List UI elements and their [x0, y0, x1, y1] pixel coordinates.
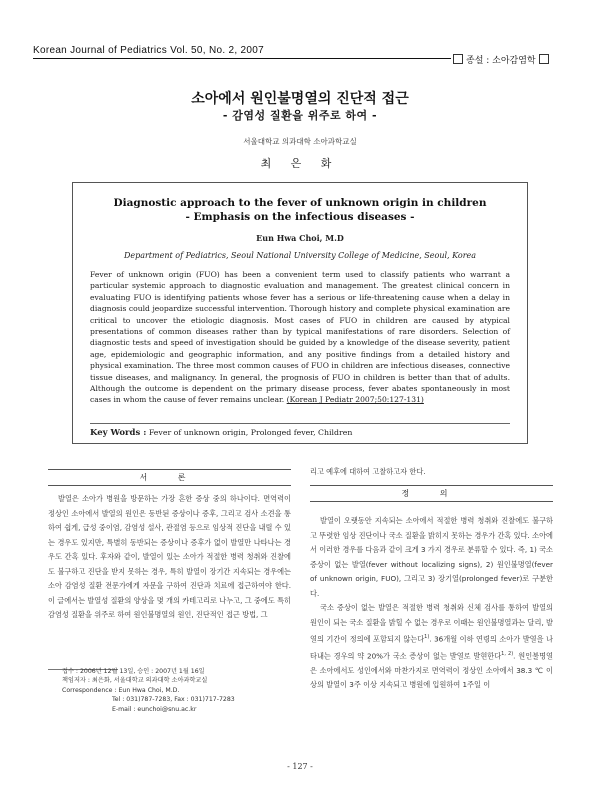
korean-subtitle: - 감염성 질환을 위주로 하여 - — [222, 109, 378, 122]
keywords-rule — [90, 423, 510, 424]
intro-text: 발열은 소아가 병원을 방문하는 가장 흔한 증상 중의 하나이다. 면역력이 정상인 소아에서 발열의 원인은 동반된 증상이나 증후, 그리고 검사 소견을 통하여 쉽게, 급성 중이염, 감염성 설사, 관절염 등으로 임상적 진단을 내릴 수 있는 경우도 있지만, 특별히 동반되는 증상이나 증후가 없이 발열만 나타나는 경우도 간혹 있다. 후자와 같이, 발열이 있는 소아가 적절한 병력 청취와 진찰에도 불구하고 진단을 받지 못하는 경우, 특히 발열이 장기간 지속되는 경우에는 소아 감염성 질환 전문가에게 자문을 구하여 진단과 치료에 접근하여야 한다. 이 글에서는 발열성 질환의 양상을 몇 개의 카테고리로 나누고, 그 중에도 특히 감염성 질환을 위주로 하여 원인불명열의 원인, 진단적인 접근 방법, 그 — [48, 494, 291, 619]
definition-paragraph-2 — [310, 601, 553, 693]
section-label: 종설 : 소아감염학 — [466, 55, 536, 66]
definition-text-3: . 36개월 이하 연령의 소아가 발열을 나타내는 경우의 약 20%가 국소 증상이 없는 발열로 발현한다 — [310, 634, 553, 661]
keywords — [90, 428, 510, 438]
definition-ref-1: 1) — [424, 634, 430, 640]
definition-text-4: . 원인불명열은 소아에서도 성인에서와 마찬가지로 면역력이 정상인 소아에서 38.3 ℃ 이상의 발열이 3주 이상 지속되고 병원에 입원하여 1주일 이 — [310, 651, 553, 690]
footnote-correspondence: Correspondence : Eun Hwa Choi, M.D. — [62, 686, 180, 694]
english-author: Eun Hwa Choi, M.D — [256, 233, 344, 243]
footnote-tel: Tel : 031)787-7283, Fax : 031)717-7283 — [112, 696, 235, 704]
section-box-right-icon — [539, 54, 549, 64]
footnote-email: E-mail : eunchoi@snu.ac.kr — [112, 705, 197, 713]
definition-heading: 정 의 — [310, 485, 553, 502]
section-box-left-icon — [453, 54, 463, 64]
definition-text-2: 국소 증상이 없는 발열은 적절한 병력 청취와 신체 검사를 통하여 발열의 원인이 되는 국소 질환을 밝힐 수 없는 경우로 이때는 원인불명열과는 달리, 발열의 기간이 정의에 포함되지 않는다 — [310, 603, 553, 644]
abstract-citation: (Korean J Pediatr 2007;50:127-131) — [286, 395, 424, 405]
korean-author: 최 은 화 — [260, 157, 340, 170]
english-subtitle: - Emphasis on the infectious diseases - — [185, 211, 415, 223]
intro-heading: 서 론 — [48, 469, 291, 486]
abstract-text — [90, 269, 510, 406]
keywords-text: Fever of unknown origin, Prolonged fever, Children — [148, 428, 353, 437]
page-number: - 127 - — [287, 762, 313, 771]
korean-title: 소아에서 원인불명열의 진단적 접근 — [191, 91, 409, 107]
journal-header: Korean Journal of Pediatrics Vol. 50, No. 2, 2007 — [33, 45, 264, 56]
definition-text-1: 발열이 오랫동안 지속되는 소아에서 적절한 병력 청취와 진찰에도 불구하고 뚜렷한 임상 진단이나 국소 질환을 밝히지 못하는 경우가 간혹 있다. 소아에서 이러한 경우를 다음과 같이 크게 3 가지 경우로 분류할 수 있다. 즉, 1) 국소 증상이 없는 발열(fever without localizing signs), 2) 원인불명열(fever of unknown origin, FUO), 그리고 3) 장기열(prolonged fever)로 구분한다. — [310, 516, 553, 598]
footnote-author: 책임저자 : 최은화, 서울대학교 의과대학 소아과학교실 — [62, 677, 208, 685]
section-tag — [453, 53, 549, 65]
right-top-text: 리고 예후에 대하여 고찰하고자 한다. — [310, 467, 426, 476]
definition-paragraphs — [310, 514, 553, 693]
right-column-continuation — [310, 465, 553, 480]
footnotes — [62, 667, 292, 714]
footnote-received: 접수 : 2006년 12월 13일, 승인 : 2007년 1월 16일 — [62, 668, 205, 675]
keywords-label: Key Words : — [90, 428, 147, 438]
header-rule — [33, 58, 451, 59]
english-affiliation: Department of Pediatrics, Seoul National University College of Medicine, Seoul, Korea — [123, 251, 477, 260]
english-title: Diagnostic approach to the fever of unknown origin in children — [113, 197, 487, 209]
definition-ref-2: 1, 2) — [501, 650, 514, 657]
intro-paragraph — [48, 492, 291, 623]
abstract-body: Fever of unknown origin (FUO) has been a convenient term used to classify patients who warrant a particular systemic approach to diagnostic evaluation and management. The greatest clinical concern in evaluating FUO is identifying patients whose fever has a serious or life-threatening cause when a delay in diagnosis could jeopardize successful intervention. Thorough history and complete physical examination are critical to uncover the etiologic diagnosis. Most cases of FUO in children are caused by atypical presentations of common diseases rather than by typical manifestations of rare disorders. Selection of diagnostic tests and speed of investigation should be guided by a knowledge of the disease severity, patient age, epidemiologic and geographic information, and any positive findings from a detailed history and physical examination. The three most common causes of FUO in children are infectious diseases, connective tissue diseases, and malignancy. In general, the prognosis of FUO in children is better than that of adults. Although the outcome is dependent on the primary disease process, fever abates spontaneously in most cases in whom the cause of fever remains unclear. — [90, 270, 510, 405]
korean-affiliation: 서울대학교 의과대학 소아과학교실 — [243, 137, 357, 146]
